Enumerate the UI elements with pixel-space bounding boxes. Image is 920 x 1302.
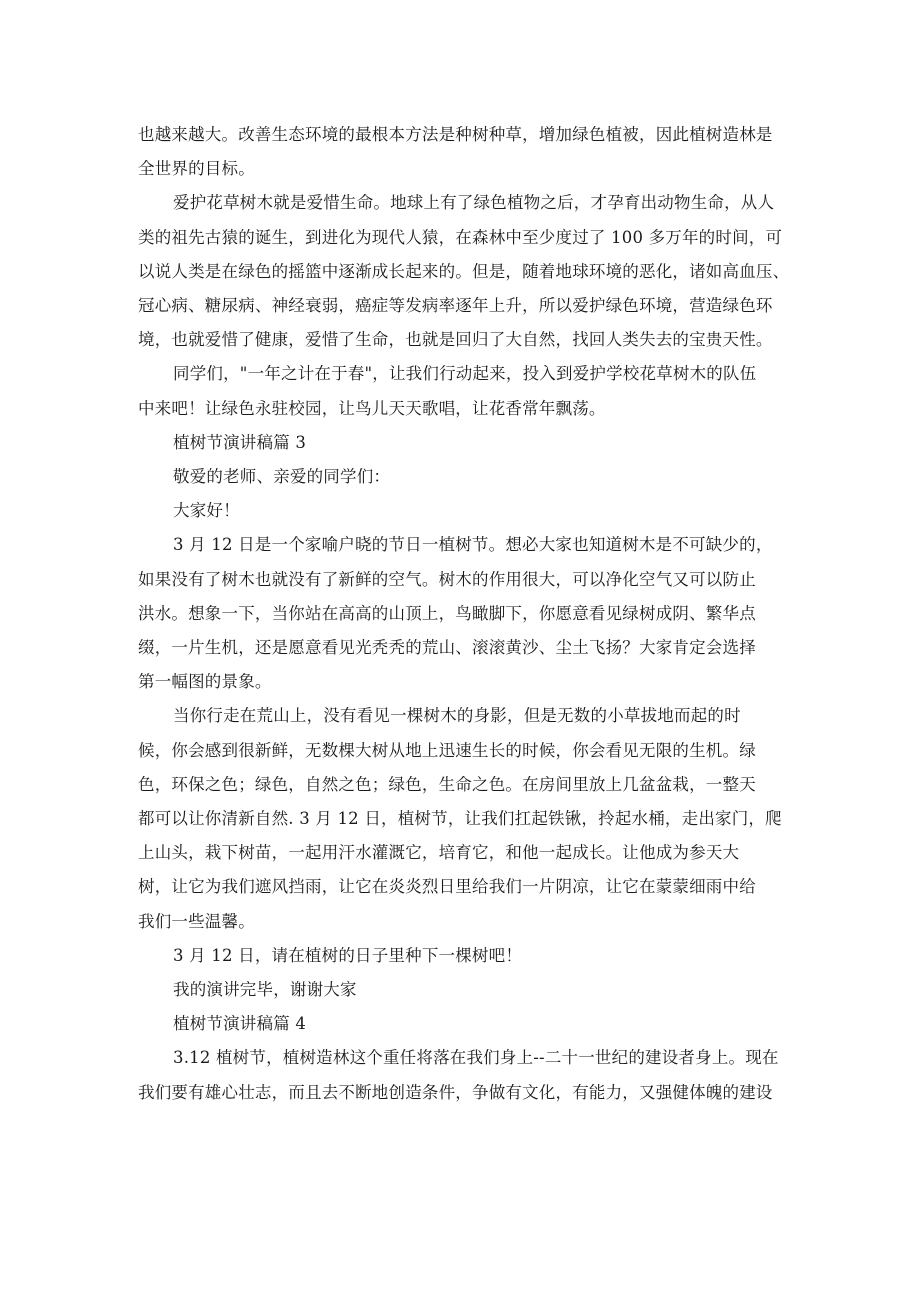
text-line: 境，也就爱惜了健康，爱惜了生命，也就是回归了大自然，找回人类失去的宝贵天性。 [138, 330, 773, 350]
text-line: 候，你会感到很新鲜，无数棵大树从地上迅速生长的时候，你会看见无限的生机。绿 [138, 740, 756, 760]
document-body [138, 118, 788, 1110]
heading-line [138, 1007, 788, 1041]
heading-line [138, 939, 788, 973]
text-line: 同学们，"一年之计在于春"，让我们行动起来，投入到爱护学校花草树木的队伍 [173, 364, 757, 384]
text-line: 类的祖先古猿的诞生，到进化为现代人猿，在森林中至少度过了 100 多万年的时间，可 [138, 227, 783, 247]
paragraph [138, 699, 788, 938]
text-line: 中来吧！让绿色永驻校园，让鸟儿天天歌唱，让花香常年飘荡。 [138, 398, 606, 418]
text-line: 3 月 12 日，请在植树的日子里种下一棵树吧！ [173, 945, 523, 965]
text-line: 3 月 12 日是一个家喻户晓的节日一植树节。想必大家也知道树木是不可缺少的， [173, 535, 773, 555]
text-line: 也越来越大。改善生态环境的最根本方法是种树种草，增加绿色植被，因此植树造林是 [138, 125, 773, 144]
text-line: 缀，一片生机，还是愿意看见光秃秃的荒山、滚滚黄沙、尘土飞扬？大家肯定会选择 [138, 638, 756, 658]
heading-line [138, 426, 788, 460]
text-line: 大家好！ [173, 501, 240, 521]
text-line: 敬爱的老师、亲爱的同学们： [173, 467, 391, 487]
paragraph [138, 1041, 788, 1109]
text-line: 全世界的目标。 [138, 159, 255, 179]
text-line: 树，让它为我们遮风挡雨，让它在炎炎烈日里给我们一片阴凉，让它在蒙蒙细雨中给 [138, 877, 756, 897]
text-line: 我们一些温馨。 [138, 911, 255, 931]
text-line: 植树节演讲稿篇 3 [173, 432, 307, 452]
paragraph [138, 528, 788, 699]
paragraph [138, 186, 788, 357]
text-line: 冠心病、糖尿病、神经衰弱，癌症等发病率逐年上升，所以爱护绿色环境，营造绿色环 [138, 296, 773, 316]
text-line: 植树节演讲稿篇 4 [173, 1014, 307, 1034]
heading-line [138, 973, 788, 1007]
text-line: 当你行走在荒山上，没有看见一棵树木的身影，但是无数的小草拔地而起的时 [173, 706, 741, 726]
text-line: 色，环保之色；绿色，自然之色；绿色，生命之色。在房间里放上几盆盆栽，一整天 [138, 774, 756, 794]
heading-line [138, 460, 788, 494]
text-line: 如果没有了树木也就没有了新鲜的空气。树木的作用很大，可以净化空气又可以防止 [138, 569, 756, 589]
paragraph [138, 118, 788, 186]
text-line: 我的演讲完毕，谢谢大家 [173, 980, 357, 1000]
paragraph [138, 357, 788, 425]
text-line: 上山头，栽下树苗，一起用汗水灌溉它，培育它，和他一起成长。让他成为参天大 [138, 843, 740, 863]
text-line: 爱护花草树木就是爱惜生命。地球上有了绿色植物之后，才孕育出动物生命，从人 [173, 193, 775, 213]
text-line: 我们要有雄心壮志，而且去不断地创造条件，争做有文化，有能力，又强健体魄的建设 [138, 1082, 773, 1102]
text-line: 第一幅图的景象。 [138, 672, 272, 692]
text-line: 以说人类是在绿色的摇篮中逐渐成长起来的。但是，随着地球环境的恶化，诸如高血压、 [138, 261, 790, 281]
text-line: 都可以让你清新自然. 3 月 12 日，植树节，让我们扛起铁锹，拎起水桶，走出家门，爬 [138, 809, 782, 829]
text-line: 3.12 植树节，植树造林这个重任将落在我们身上--二十一世纪的建设者身上。现在 [173, 1048, 779, 1068]
heading-line [138, 494, 788, 528]
text-line: 洪水。想象一下，当你站在高高的山顶上，鸟瞰脚下，你愿意看见绿树成阴、繁华点 [138, 603, 756, 623]
